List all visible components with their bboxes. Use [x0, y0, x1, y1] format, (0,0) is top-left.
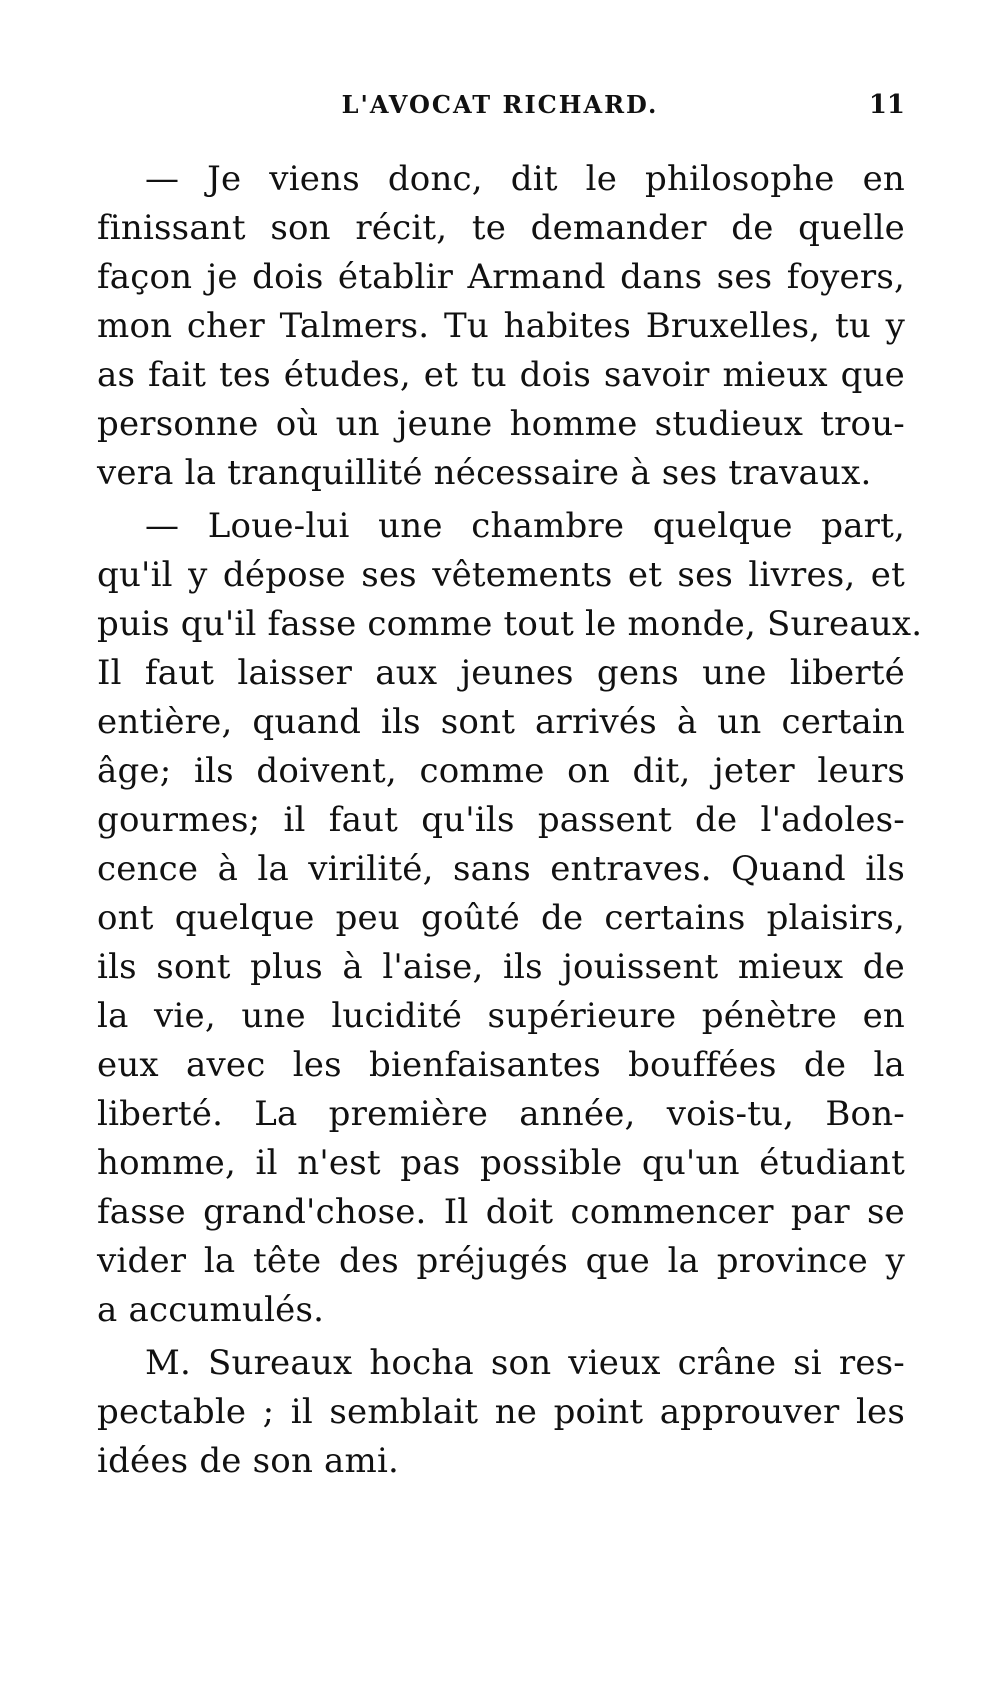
paragraph-2	[97, 502, 923, 1335]
text-line: idées de son ami.	[97, 1441, 400, 1481]
text-line: M. Sureaux hocha son vieux crâne si res-	[145, 1343, 905, 1383]
text-line: personne où un jeune homme studieux trou-	[97, 404, 905, 444]
page-number: 11	[868, 90, 905, 120]
text-line: fasse grand'chose. Il doit commencer par se	[97, 1192, 905, 1232]
text-line: — Je viens donc, dit le philosophe en	[145, 159, 905, 199]
paragraph-3	[97, 1339, 905, 1486]
text-line: ils sont plus à l'aise, ils jouissent mieux de	[97, 947, 905, 987]
text-line: entière, quand ils sont arrivés à un certain	[97, 702, 905, 742]
text-line: liberté. La première année, vois-tu, Bon-	[97, 1094, 905, 1134]
text-line: homme, il n'est pas possible qu'un étudiant	[97, 1143, 905, 1183]
text-line: âge; ils doivent, comme on dit, jeter leurs	[97, 751, 905, 791]
text-line: façon je dois établir Armand dans ses foyers,	[97, 257, 905, 297]
text-line: cence à la virilité, sans entraves. Quand ils	[97, 849, 905, 889]
text-line: vera la tranquillité nécessaire à ses travaux.	[97, 453, 872, 493]
text-line: pectable ; il semblait ne point approuver les	[97, 1392, 905, 1432]
running-head	[95, 90, 905, 124]
running-title: L'AVOCAT RICHARD.	[341, 90, 659, 119]
text-line: a accumulés.	[97, 1290, 325, 1330]
text-line: Il faut laisser aux jeunes gens une liberté	[97, 653, 905, 693]
text-line: finissant son récit, te demander de quelle	[97, 208, 905, 248]
text-line: la vie, une lucidité supérieure pénètre en	[97, 996, 905, 1036]
text-line: as fait tes études, et tu dois savoir mieux que	[97, 355, 905, 395]
text-line: puis qu'il fasse comme tout le monde, Sureaux.	[97, 604, 923, 644]
text-line: mon cher Talmers. Tu habites Bruxelles, tu y	[97, 306, 905, 346]
text-line: qu'il y dépose ses vêtements et ses livres, et	[97, 555, 905, 595]
text-line: — Loue-lui une chambre quelque part,	[145, 506, 905, 546]
paragraph-1	[97, 155, 905, 498]
text-line: ont quelque peu goûté de certains plaisirs,	[97, 898, 905, 938]
text-line: gourmes; il faut qu'ils passent de l'adoles-	[97, 800, 905, 840]
text-line: eux avec les bienfaisantes bouffées de la	[97, 1045, 905, 1085]
text-line: vider la tête des préjugés que la province y	[97, 1241, 905, 1281]
body-text	[97, 155, 923, 1486]
